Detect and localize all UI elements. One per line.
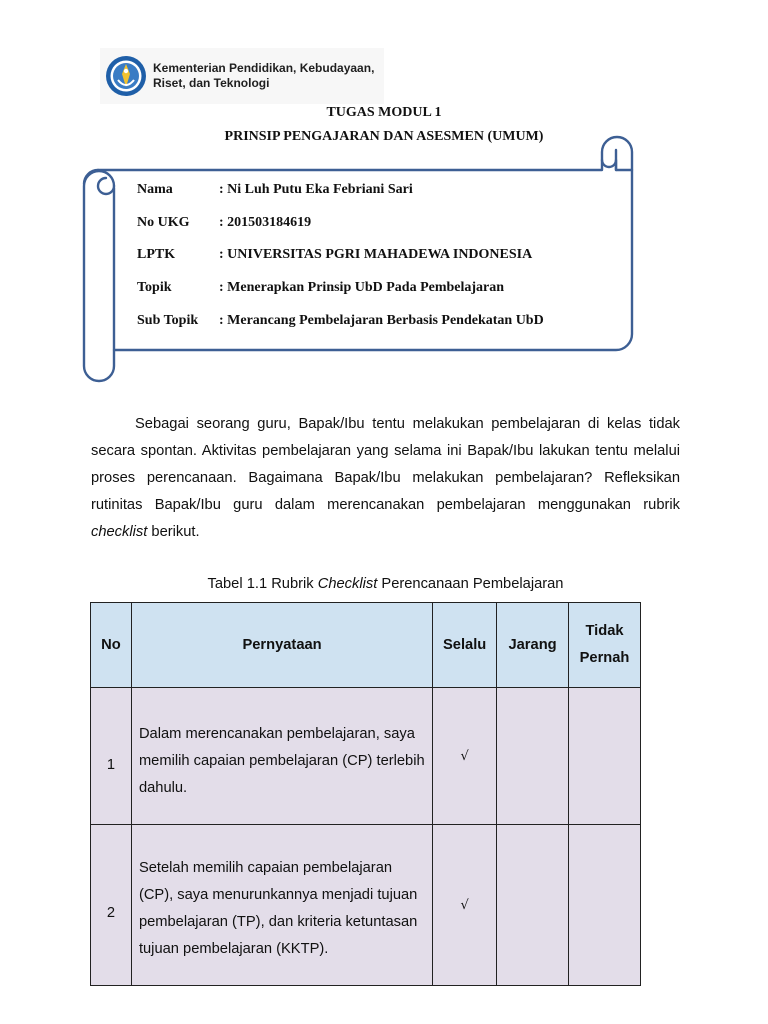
table-row bbox=[91, 688, 641, 825]
info-row-sub-topik bbox=[137, 313, 544, 346]
table-header-row bbox=[91, 603, 641, 688]
document-subtitle: PRINSIP PENGAJARAN DAN ASESMEN (UMUM) bbox=[224, 129, 544, 144]
caption-italic-term: Checklist bbox=[317, 576, 378, 592]
caption-text: Tabel 1.1 Rubrik bbox=[207, 576, 318, 592]
rubric-checklist-table bbox=[90, 602, 641, 986]
intro-italic-term: checklist bbox=[91, 523, 148, 540]
info-row-lptk bbox=[137, 247, 544, 280]
header-never-line2: Pernah bbox=[579, 650, 630, 666]
never-cell bbox=[569, 825, 641, 986]
ministry-name-line2: Riset, dan Teknologi bbox=[153, 76, 270, 90]
ministry-name-line1: Kementerian Pendidikan, Kebudayaan, bbox=[153, 61, 375, 75]
always-checkmark-cell: √ bbox=[433, 825, 497, 986]
header-rarely: Jarang bbox=[497, 603, 569, 688]
info-value: : Ni Luh Putu Eka Febriani Sari bbox=[219, 182, 413, 197]
info-value: : Menerapkan Prinsip UbD Pada Pembelajaran bbox=[219, 280, 505, 296]
info-value: : 201503184619 bbox=[219, 214, 312, 230]
rarely-cell bbox=[497, 825, 569, 986]
header-never-line1: Tidak bbox=[585, 623, 624, 639]
never-cell bbox=[569, 688, 641, 825]
info-label: Topik bbox=[137, 280, 172, 296]
info-row-nama bbox=[137, 182, 544, 215]
table-row bbox=[91, 825, 641, 986]
header-no: No bbox=[91, 603, 132, 688]
info-label: No UKG bbox=[137, 214, 190, 230]
always-checkmark-cell: √ bbox=[433, 688, 497, 825]
header-never bbox=[569, 603, 641, 688]
identity-block bbox=[137, 182, 544, 345]
info-value: : Merancang Pembelajaran Berbasis Pendekatan UbD bbox=[219, 312, 544, 328]
row-statement: Dalam merencanakan pembelajaran, saya memilih capaian pembelajaran (CP) terlebih dahulu. bbox=[131, 688, 432, 825]
rarely-cell bbox=[497, 688, 569, 825]
info-value: : UNIVERSITAS PGRI MAHADEWA INDONESIA bbox=[219, 247, 533, 263]
info-label: Sub Topik bbox=[137, 312, 199, 328]
caption-text-end: Perencanaan Pembelajaran bbox=[377, 576, 564, 592]
table-caption bbox=[91, 576, 680, 592]
info-label: LPTK bbox=[137, 247, 176, 263]
intro-text-end: berikut. bbox=[147, 523, 200, 540]
info-row-no-ukg bbox=[137, 215, 544, 248]
document-title: TUGAS MODUL 1 bbox=[326, 105, 442, 120]
info-row-topik bbox=[137, 280, 544, 313]
header-always: Selalu bbox=[433, 603, 497, 688]
row-number: 2 bbox=[91, 825, 132, 986]
info-label: Nama bbox=[137, 182, 173, 197]
row-number: 1 bbox=[91, 688, 132, 825]
intro-paragraph bbox=[91, 411, 680, 546]
header-statement: Pernyataan bbox=[131, 603, 432, 688]
intro-text: Sebagai seorang guru, Bapak/Ibu tentu melakukan pembelajaran di kelas tidak secara spontan. Aktivitas pembelajaran yang selama ini Bapak/Ibu lakukan tentu melalui proses perencanaan. Bagaimana Bapak/Ibu melakukan pembelajaran? Refleksikan rutinitas Bapak/Ibu guru dalam merencanakan pembelajaran menggunakan rubrik bbox=[91, 415, 680, 513]
row-statement: Setelah memilih capaian pembelajaran (CP), saya menurunkannya menjadi tujuan pembelajaran (TP), dan kriteria ketuntasan tujuan pembelajaran (KKTP). bbox=[131, 825, 432, 986]
